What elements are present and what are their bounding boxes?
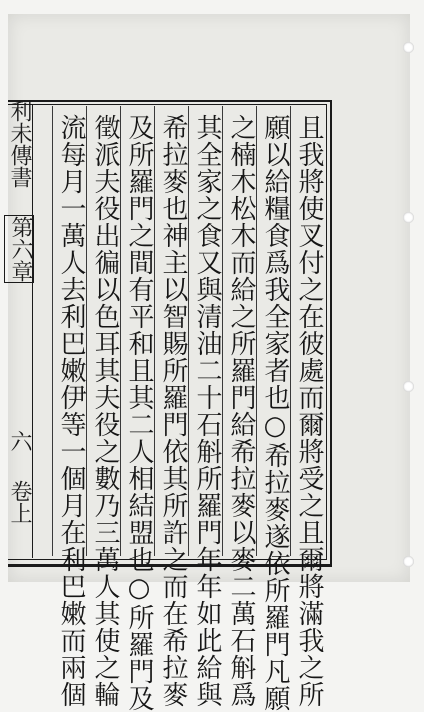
margin-rule [32,104,33,558]
column-rule [120,106,121,556]
volume-label: 卷上 [7,480,32,524]
text-column-5: 希拉麥也神主以智賜所羅門依其所許之而在希拉麥 [158,114,188,708]
margin-title: 利未傳書 [7,100,32,188]
binder-hole [403,381,414,392]
text-column-4: 其全家之食又與清油二十石斛所羅門年年如此給與 [192,114,222,708]
binder-hole [403,42,414,53]
column-rule [256,106,257,556]
binder-hole [403,212,414,223]
text-column-8: 流每月一萬人去利巴嫩伊等一個月在利巴嫩而兩個 [56,114,86,708]
text-column-1: 且我將使叉付之在彼處而爾將受之且爾將滿我之所 [294,114,324,708]
binder-hole [403,556,414,567]
column-rule [52,106,53,556]
column-rule [222,106,223,556]
text-column-3: 之楠木松木而給之所羅門給希拉麥以麥二萬石斛爲 [226,114,256,708]
margin-page-number: 六 [7,430,32,452]
text-column-6: 及所羅門之間有平和且其二人相結盟也○所羅門及 [124,114,154,712]
column-rule [290,106,291,556]
text-column-7: 徵派夫役出徧以色耳其夫役之數乃三萬人其使之輪 [90,114,120,708]
chapter-label: 第六章 [4,215,34,283]
column-rule [188,106,189,556]
column-rule [154,106,155,556]
text-column-2: 願以給糧食爲我全家者也○希拉麥遂依所羅門凡願 [260,114,290,712]
column-rule [86,106,87,556]
